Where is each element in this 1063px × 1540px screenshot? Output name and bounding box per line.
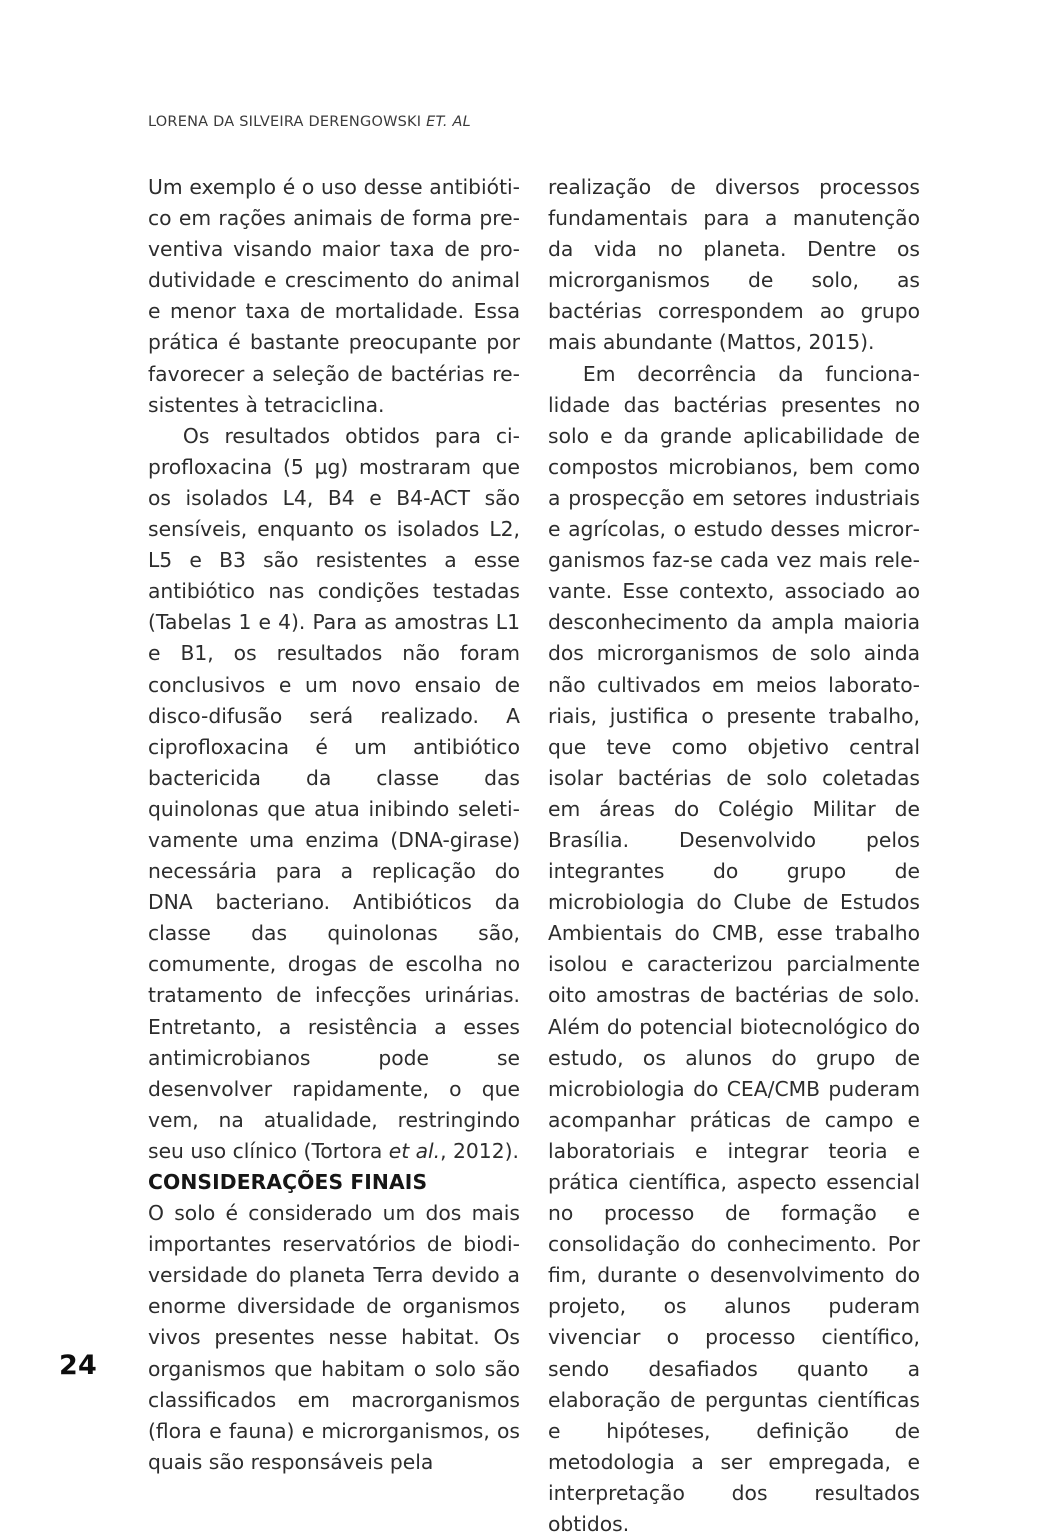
- paragraph-left-3: O solo é considerado um dos mais importantes reservatórios de biodiversidade do planeta Terra devido a enorme diversidade de organismos vivos presentes nesse habitat. Os organismos que habitam o solo são classificados em macrorganismos (flora e fauna) e microrganismos, os quais são responsáveis pela: [148, 1201, 520, 1474]
- running-head-author: LORENA DA SILVEIRA DERENGOWSKI: [148, 114, 427, 130]
- paragraph-left-2-part-b: , 2012).: [440, 1138, 519, 1163]
- column-left: [148, 172, 520, 1474]
- paragraph-right-1: realização de diversos processos fundamentais para a manutenção da vida no planeta. Dentre os microrganismos de solo, as bactérias correspondem ao grupo mais abundante (Mattos, 2015).: [548, 175, 920, 355]
- column-right: [548, 172, 920, 1537]
- citation-et-al: et al.: [388, 1138, 441, 1163]
- two-column-text-block: [148, 172, 920, 1537]
- paragraph-left-1: Um exemplo é o uso desse antibiótico em rações animais de forma preventiva visando maior taxa de produtividade e crescimento do animal e menor taxa de mortalidade. Essa prática é bastante preocupante por favorecer a seleção de bactérias resistentes à tetraciclina.: [148, 175, 520, 417]
- page-number: 24: [59, 1350, 98, 1381]
- running-head-etal: ET. AL: [426, 114, 471, 130]
- paragraph-right-2: Em decorrência da funcionalidade das bactérias presentes no solo e da grande aplicabilidade de compostos microbianos, bem como a prospecção em setores industriais e agrícolas, o estudo desses microrganismos faz-se cada vez mais relevante. Esse contexto, associado ao desconhecimento da ampla maioria dos microrganismos de solo ainda não cultivados em meios laboratoriais, justifica o presente trabalho, que teve como objetivo central isolar bactérias de solo coletadas em áreas do Colégio Militar de Brasília. Desenvolvido pelos integrantes do grupo de microbiologia do Clube de Estudos Ambientais do CMB, esse trabalho isolou e caracterizou parcialmente oito amostras de bactérias de solo. Além do potencial biotecnológico do estudo, os alunos do grupo de microbiologia do CEA/CMB puderam acompanhar práticas de campo e laboratoriais e integrar teoria e prática científica, aspecto essencial no processo de formação e consolidação do conhecimento. Por fim, durante o desenvolvimento do projeto, os alunos puderam vivenciar o processo científico, sendo desafiados quanto a elaboração de perguntas científicas e hipóteses, definição de metodologia a ser empregada, e interpretação dos resultados obtidos.: [548, 361, 920, 1537]
- running-head: [148, 114, 920, 130]
- section-heading-consideracoes-finais: CONSIDERAÇÕES FINAIS: [148, 1170, 428, 1194]
- paragraph-left-2: [148, 421, 520, 1167]
- paragraph-left-2-part-a: Os resultados obtidos para ciprofloxacina (5 µg) mostraram que os isolados L4, B4 e B4-ACT são sensíveis, enquanto os isolados L2, L5 e B3 são resistentes a esse antibiótico nas condições testadas (Tabelas 1 e 4). Para as amostras L1 e B1, os resultados não foram conclusivos e um novo ensaio de disco-difusão será realizado. A ciprofloxacina é um antibiótico bactericida da classe das quinolonas que atua inibindo seletivamente uma enzima (DNA-girase) necessária para a replicação do DNA bacteriano. Antibióticos da classe das quinolonas são, comumente, drogas de escolha no tratamento de infecções urinárias. Entretanto, a resistência a esses antimicrobianos pode se desenvolver rapidamente, o que vem, na atualidade, restringindo seu uso clínico (Tortora: [148, 423, 520, 1163]
